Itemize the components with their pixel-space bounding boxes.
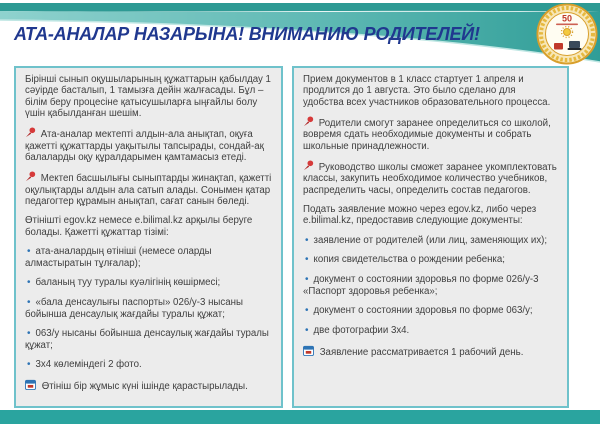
footer-bar-decoration [0, 410, 600, 424]
processing-time-note [25, 379, 272, 392]
list-item-text: «бала денсаулығы паспорты» 026/у-3 нысаны бойынша денсаулық жағдайы туралы құжат; [25, 296, 243, 320]
pinned-text: Мектеп басшылығы сыныптарды жинақтап, қажетті оқулықтарды алдын ала сатып алады. Сонымен қатар педагогтер құрамын анықтап, сағат санын бөледі. [25, 173, 272, 208]
list-item [303, 235, 558, 247]
bullet-icon: • [27, 296, 31, 308]
document-list-intro: Подать заявление можно через egov.kz, либо через e.bilimal.kz, предоставив следующие документы: [303, 204, 537, 227]
list-item [303, 305, 558, 317]
bullet-icon: • [27, 246, 31, 258]
list-item [25, 328, 272, 351]
pinned-paragraph [25, 171, 272, 207]
list-item [303, 254, 558, 266]
bullet-icon: • [305, 274, 309, 286]
bullet-icon: • [27, 277, 31, 289]
pushpin-icon [25, 171, 36, 181]
list-item-text: 063/у нысаны бойынша денсаулық жағдайы туралы құжат; [25, 327, 269, 351]
document-list-intro: Өтінішті egov.kz немесе e.bilimal.kz арқылы беруге болады. Қажетті құжаттар тізімі: [25, 215, 253, 238]
list-item-text: две фотографии 3х4. [313, 324, 410, 336]
pinned-text: Ата-аналар мектепті алдын-ала анықтап, оқуға қажетті құжаттарды уақытылы тапсырады, сондай-ақ балаларды оқу құралдарымен қамтамасыз етеді. [25, 129, 264, 164]
pushpin-icon [303, 160, 314, 170]
list-item [303, 274, 558, 297]
bullet-icon: • [305, 234, 309, 246]
pushpin-icon [25, 127, 36, 137]
processing-time-text: Өтініш бір жұмыс күні ішінде қарастырылады. [41, 380, 248, 392]
list-item [25, 359, 272, 371]
list-item-text: документ о состоянии здоровья по форме 063/у; [313, 305, 533, 317]
page-title: АТА-АНАЛАР НАЗАРЫНА! ВНИМАНИЮ РОДИТЕЛЕЙ! [14, 24, 480, 44]
intro-paragraph: Бірінші сынып оқушыларының құжаттарын қабылдау 1 сәуірде басталып, 1 тамызға дейін жалғасады. Бұл – білім беру процесіне қатысушыларға ыңғайлы болу үшін қабылданған шешім. [25, 74, 271, 120]
bullet-icon: • [305, 254, 309, 266]
list-item-text: баланың туу туралы куәлігінің көшірмесі; [35, 277, 221, 289]
kazakh-info-panel [14, 66, 283, 408]
pinned-text: Родители смогут заранее определиться со школой, вовремя сдать необходимые документы и собрать школьные принадлежности. [303, 118, 551, 152]
list-item-text: копия свидетельства о рождении ребенка; [313, 254, 505, 266]
processing-time-text: Заявление рассматривается 1 рабочий день. [319, 346, 524, 358]
list-item [25, 297, 272, 320]
school-emblem-logo [536, 3, 598, 65]
list-item [25, 246, 272, 269]
list-item [303, 325, 558, 337]
list-item [25, 277, 272, 289]
pinned-paragraph [25, 127, 272, 163]
bullet-icon: • [305, 324, 309, 336]
bullet-icon: • [27, 327, 31, 339]
logo-anniversary-number: 50 [561, 13, 573, 24]
calendar-icon [303, 345, 314, 355]
pushpin-icon [303, 116, 314, 126]
list-item-text: заявление от родителей (или лиц, заменяющих их); [313, 234, 548, 246]
list-item-text: 3х4 көлеміндегі 2 фото. [35, 358, 142, 370]
intro-paragraph: Прием документов в 1 класс стартует 1 апреля и продлится до 1 августа. Это было сделано для удобства всех участников образовательного процесса. [303, 74, 551, 108]
pinned-text: Руководство школы сможет заранее укомплектовать классы, закупить необходимое количество учебников, распределить часы, определить состав педагогов. [303, 162, 557, 196]
list-item-text: документ о состоянии здоровья по форме 026/у-3 «Паспорт здоровья ребенка»; [303, 274, 539, 297]
russian-info-panel [292, 66, 569, 408]
bullet-icon: • [27, 358, 31, 370]
pinned-paragraph [303, 160, 558, 196]
calendar-icon [25, 379, 36, 389]
bullet-icon: • [305, 305, 309, 317]
pinned-paragraph [303, 116, 558, 152]
processing-time-note [303, 345, 558, 358]
list-item-text: ата-аналардың өтініші (немесе оларды алмастыратын тұлғалар); [25, 246, 212, 269]
